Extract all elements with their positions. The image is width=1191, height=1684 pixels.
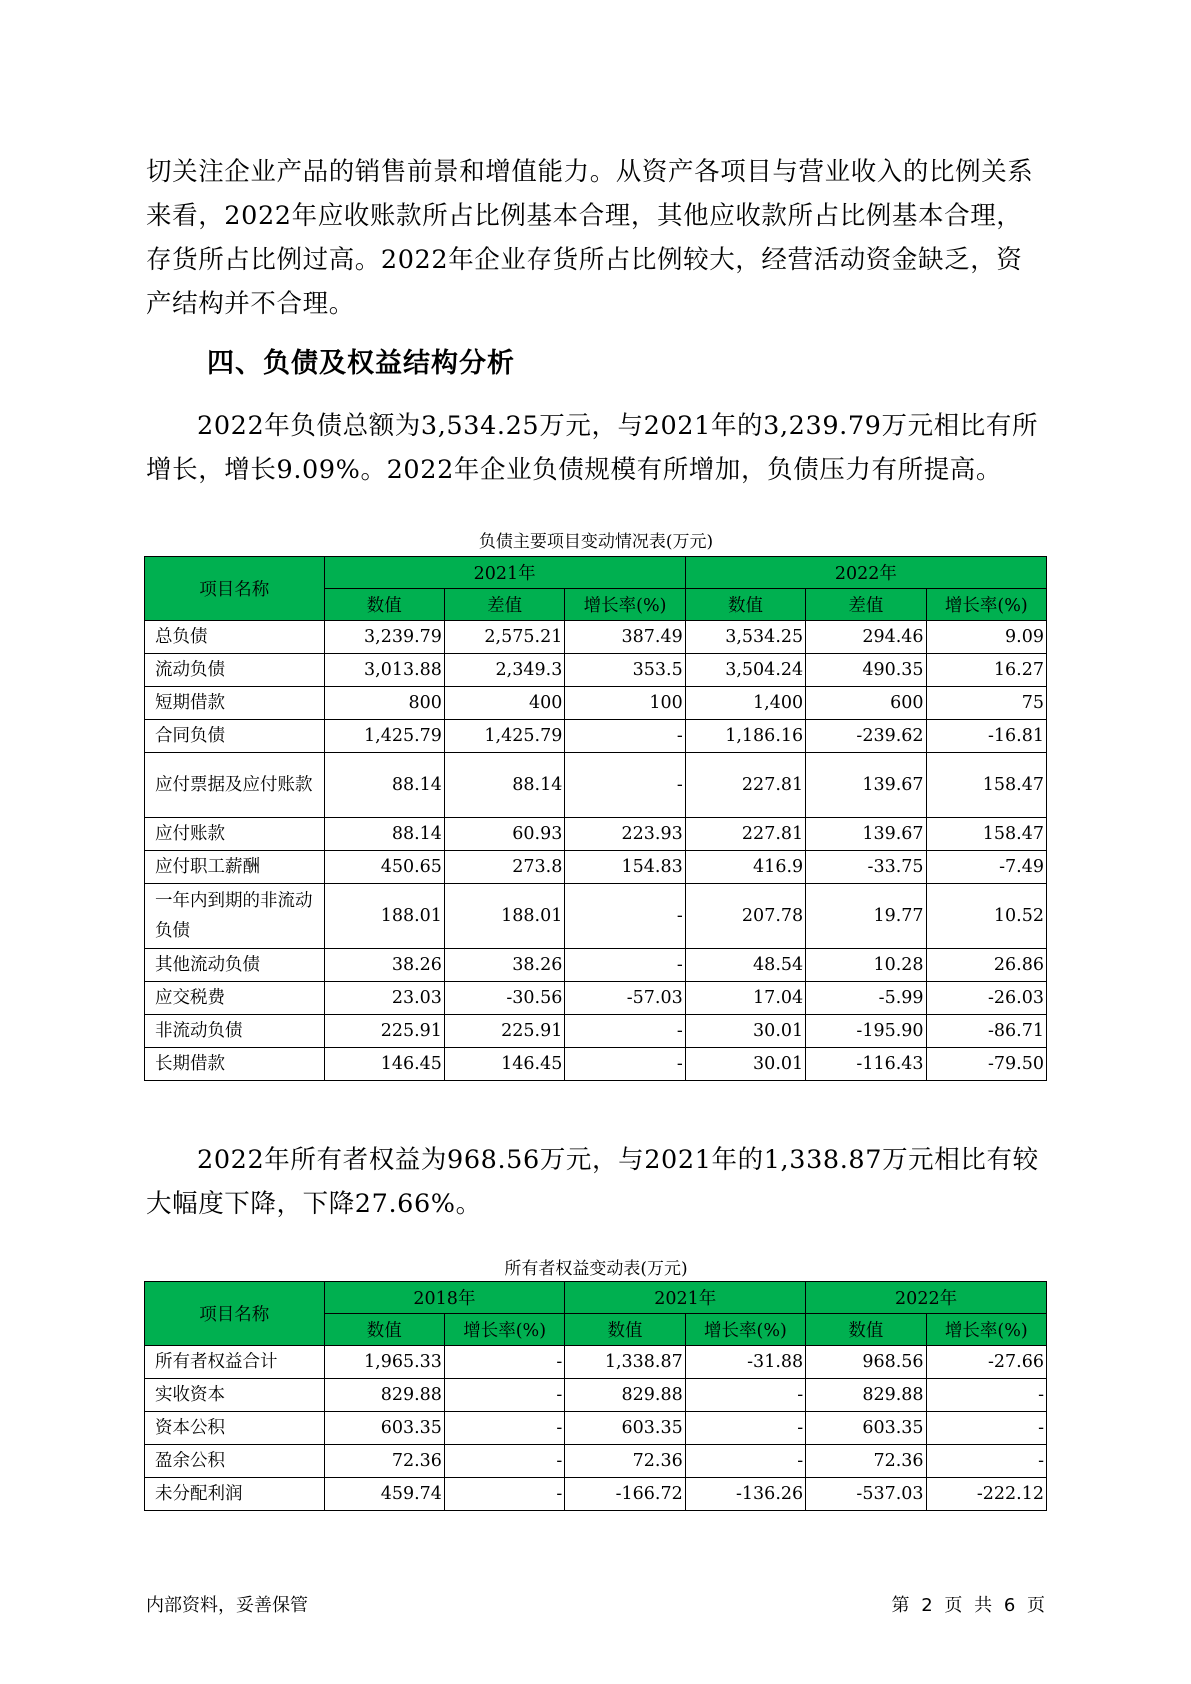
table-row <box>145 687 1047 720</box>
row-label: 未分配利润 <box>145 1478 325 1511</box>
table-cell: - <box>444 1478 564 1511</box>
table-row <box>145 1478 1047 1511</box>
table-cell: - <box>444 1379 564 1412</box>
table-row <box>145 982 1047 1015</box>
table-cell: - <box>565 949 685 982</box>
row-label: 所有者权益合计 <box>145 1346 325 1379</box>
row-label: 非流动负债 <box>145 1015 325 1048</box>
table-cell: 30.01 <box>685 1015 805 1048</box>
liabilities-table-body <box>145 621 1047 1081</box>
row-label: 一年内到期的非流动负债 <box>145 884 325 949</box>
header-item-name: 项目名称 <box>145 557 325 621</box>
table-cell: -30.56 <box>444 982 564 1015</box>
table-cell: 1,186.16 <box>685 720 805 753</box>
subheader: 差值 <box>444 589 564 621</box>
table-cell: - <box>685 1379 805 1412</box>
table-cell: 38.26 <box>444 949 564 982</box>
row-label: 合同负债 <box>145 720 325 753</box>
table-cell: 829.88 <box>806 1379 926 1412</box>
table-cell: 158.47 <box>926 753 1046 818</box>
table-cell: -57.03 <box>565 982 685 1015</box>
table-cell: - <box>444 1412 564 1445</box>
table-cell: 490.35 <box>806 654 926 687</box>
table-cell: -537.03 <box>806 1478 926 1511</box>
table-cell: - <box>565 884 685 949</box>
table-cell: 146.45 <box>324 1048 444 1081</box>
section-heading: 四、负债及权益结构分析 <box>207 348 515 379</box>
table-cell: 3,504.24 <box>685 654 805 687</box>
table-cell: -86.71 <box>926 1015 1046 1048</box>
table-cell: 100 <box>565 687 685 720</box>
row-label: 应交税费 <box>145 982 325 1015</box>
table-cell: 26.86 <box>926 949 1046 982</box>
table-cell: 9.09 <box>926 621 1046 654</box>
table-cell: 17.04 <box>685 982 805 1015</box>
table-cell: 3,013.88 <box>324 654 444 687</box>
table-cell: 139.67 <box>806 753 926 818</box>
table-cell: 75 <box>926 687 1046 720</box>
table-cell: 603.35 <box>806 1412 926 1445</box>
table-row <box>145 1346 1047 1379</box>
subheader: 差值 <box>806 589 926 621</box>
table-cell: 1,338.87 <box>565 1346 685 1379</box>
table-cell: - <box>444 1346 564 1379</box>
subheader: 数值 <box>565 1314 685 1346</box>
row-label: 实收资本 <box>145 1379 325 1412</box>
table-cell: -195.90 <box>806 1015 926 1048</box>
table-cell: 88.14 <box>324 753 444 818</box>
table-row <box>145 1015 1047 1048</box>
row-label: 盈余公积 <box>145 1445 325 1478</box>
subheader: 数值 <box>806 1314 926 1346</box>
row-label: 短期借款 <box>145 687 325 720</box>
subheader: 增长率(%) <box>926 1314 1046 1346</box>
equity-table-body <box>145 1346 1047 1511</box>
table-cell: -79.50 <box>926 1048 1046 1081</box>
table-row <box>145 851 1047 884</box>
table-cell: 158.47 <box>926 818 1046 851</box>
row-label: 应付账款 <box>145 818 325 851</box>
table-cell: 387.49 <box>565 621 685 654</box>
table-cell: 23.03 <box>324 982 444 1015</box>
table-cell: 10.28 <box>806 949 926 982</box>
table-cell: -136.26 <box>685 1478 805 1511</box>
table-row <box>145 654 1047 687</box>
table-cell: 48.54 <box>685 949 805 982</box>
table-row <box>145 949 1047 982</box>
table-cell: 273.8 <box>444 851 564 884</box>
table-cell: -239.62 <box>806 720 926 753</box>
table-row <box>145 753 1047 818</box>
table-row <box>145 720 1047 753</box>
table-cell: 400 <box>444 687 564 720</box>
table-cell: - <box>565 720 685 753</box>
subheader: 增长率(%) <box>926 589 1046 621</box>
row-label: 流动负债 <box>145 654 325 687</box>
subheader: 增长率(%) <box>444 1314 564 1346</box>
table-cell: 88.14 <box>324 818 444 851</box>
table-cell: - <box>565 1048 685 1081</box>
table-cell: 88.14 <box>444 753 564 818</box>
table-cell: - <box>685 1445 805 1478</box>
header-year: 2022年 <box>685 557 1046 589</box>
table-cell: -33.75 <box>806 851 926 884</box>
footer-page-number: 第 2 页 共 6 页 <box>891 1595 1045 1616</box>
subheader: 数值 <box>324 589 444 621</box>
row-label: 其他流动负债 <box>145 949 325 982</box>
table-cell: 227.81 <box>685 818 805 851</box>
header-year: 2018年 <box>324 1282 565 1314</box>
table-cell: 3,239.79 <box>324 621 444 654</box>
row-label: 应付票据及应付账款 <box>145 753 325 818</box>
table-cell: 38.26 <box>324 949 444 982</box>
table-row <box>145 621 1047 654</box>
table-cell: - <box>926 1445 1046 1478</box>
paragraph-equity: 2022年所有者权益为968.56万元，与2021年的1,338.87万元相比有较大幅度下降，下降27.66%。 <box>146 1145 1039 1219</box>
table-cell: -27.66 <box>926 1346 1046 1379</box>
header-year: 2021年 <box>565 1282 806 1314</box>
row-label: 资本公积 <box>145 1412 325 1445</box>
table-cell: - <box>565 753 685 818</box>
header-year: 2022年 <box>806 1282 1047 1314</box>
table-cell: 1,425.79 <box>324 720 444 753</box>
table-cell: - <box>926 1412 1046 1445</box>
row-label: 长期借款 <box>145 1048 325 1081</box>
table-row <box>145 818 1047 851</box>
table-row <box>145 1412 1047 1445</box>
table-cell: 72.36 <box>324 1445 444 1478</box>
table-cell: 353.5 <box>565 654 685 687</box>
table-cell: 3,534.25 <box>685 621 805 654</box>
table-cell: 829.88 <box>324 1379 444 1412</box>
table-cell: 10.52 <box>926 884 1046 949</box>
table-cell: 188.01 <box>324 884 444 949</box>
table-cell: 139.67 <box>806 818 926 851</box>
table-cell: 800 <box>324 687 444 720</box>
table-cell: 225.91 <box>324 1015 444 1048</box>
row-label: 应付职工薪酬 <box>145 851 325 884</box>
table-cell: 968.56 <box>806 1346 926 1379</box>
equity-table <box>144 1281 1047 1511</box>
table-cell: 30.01 <box>685 1048 805 1081</box>
table-row <box>145 1048 1047 1081</box>
header-year: 2021年 <box>324 557 685 589</box>
table-cell: 1,425.79 <box>444 720 564 753</box>
table-cell: -7.49 <box>926 851 1046 884</box>
table-cell: 227.81 <box>685 753 805 818</box>
table-cell: -26.03 <box>926 982 1046 1015</box>
table-cell: - <box>685 1412 805 1445</box>
footer-confidential-note: 内部资料，妥善保管 <box>146 1595 308 1616</box>
table-cell: - <box>565 1015 685 1048</box>
table-cell: 450.65 <box>324 851 444 884</box>
table-cell: 188.01 <box>444 884 564 949</box>
subheader: 数值 <box>685 589 805 621</box>
table-cell: 72.36 <box>806 1445 926 1478</box>
table-cell: 1,400 <box>685 687 805 720</box>
table-cell: 16.27 <box>926 654 1046 687</box>
table-cell: 603.35 <box>324 1412 444 1445</box>
table-cell: 19.77 <box>806 884 926 949</box>
table-cell: 72.36 <box>565 1445 685 1478</box>
table-cell: -31.88 <box>685 1346 805 1379</box>
table-cell: -116.43 <box>806 1048 926 1081</box>
table-cell: 207.78 <box>685 884 805 949</box>
table-cell: 1,965.33 <box>324 1346 444 1379</box>
table-cell: - <box>444 1445 564 1478</box>
table-cell: 2,575.21 <box>444 621 564 654</box>
table-caption-equity: 所有者权益变动表(万元) <box>504 1259 688 1279</box>
table-cell: 829.88 <box>565 1379 685 1412</box>
table-caption-liabilities: 负债主要项目变动情况表(万元) <box>478 532 714 552</box>
table-cell: 600 <box>806 687 926 720</box>
table-cell: 459.74 <box>324 1478 444 1511</box>
table-cell: 603.35 <box>565 1412 685 1445</box>
table-cell: 225.91 <box>444 1015 564 1048</box>
table-cell: 294.46 <box>806 621 926 654</box>
table-cell: -222.12 <box>926 1478 1046 1511</box>
table-row <box>145 1445 1047 1478</box>
table-row <box>145 1379 1047 1412</box>
table-cell: 154.83 <box>565 851 685 884</box>
row-label: 总负债 <box>145 621 325 654</box>
paragraph-asset-structure: 切关注企业产品的销售前景和增值能力。从资产各项目与营业收入的比例关系来看，2022年应收账款所占比例基本合理，其他应收款所占比例基本合理，存货所占比例过高。2022年企业存货所占比例较大，经营活动资金缺乏，资产结构并不合理。 <box>146 157 1034 319</box>
table-cell: 223.93 <box>565 818 685 851</box>
subheader: 增长率(%) <box>685 1314 805 1346</box>
table-cell: - <box>926 1379 1046 1412</box>
liabilities-table <box>144 556 1047 1081</box>
header-item-name: 项目名称 <box>145 1282 325 1346</box>
paragraph-liabilities: 2022年负债总额为3,534.25万元，与2021年的3,239.79万元相比有所增长，增长9.09%。2022年企业负债规模有所增加，负债压力有所提高。 <box>146 411 1039 485</box>
table-cell: 60.93 <box>444 818 564 851</box>
table-cell: -16.81 <box>926 720 1046 753</box>
table-cell: 416.9 <box>685 851 805 884</box>
table-cell: -166.72 <box>565 1478 685 1511</box>
table-cell: 2,349.3 <box>444 654 564 687</box>
table-cell: -5.99 <box>806 982 926 1015</box>
table-row <box>145 884 1047 949</box>
table-cell: 146.45 <box>444 1048 564 1081</box>
subheader: 增长率(%) <box>565 589 685 621</box>
subheader: 数值 <box>324 1314 444 1346</box>
